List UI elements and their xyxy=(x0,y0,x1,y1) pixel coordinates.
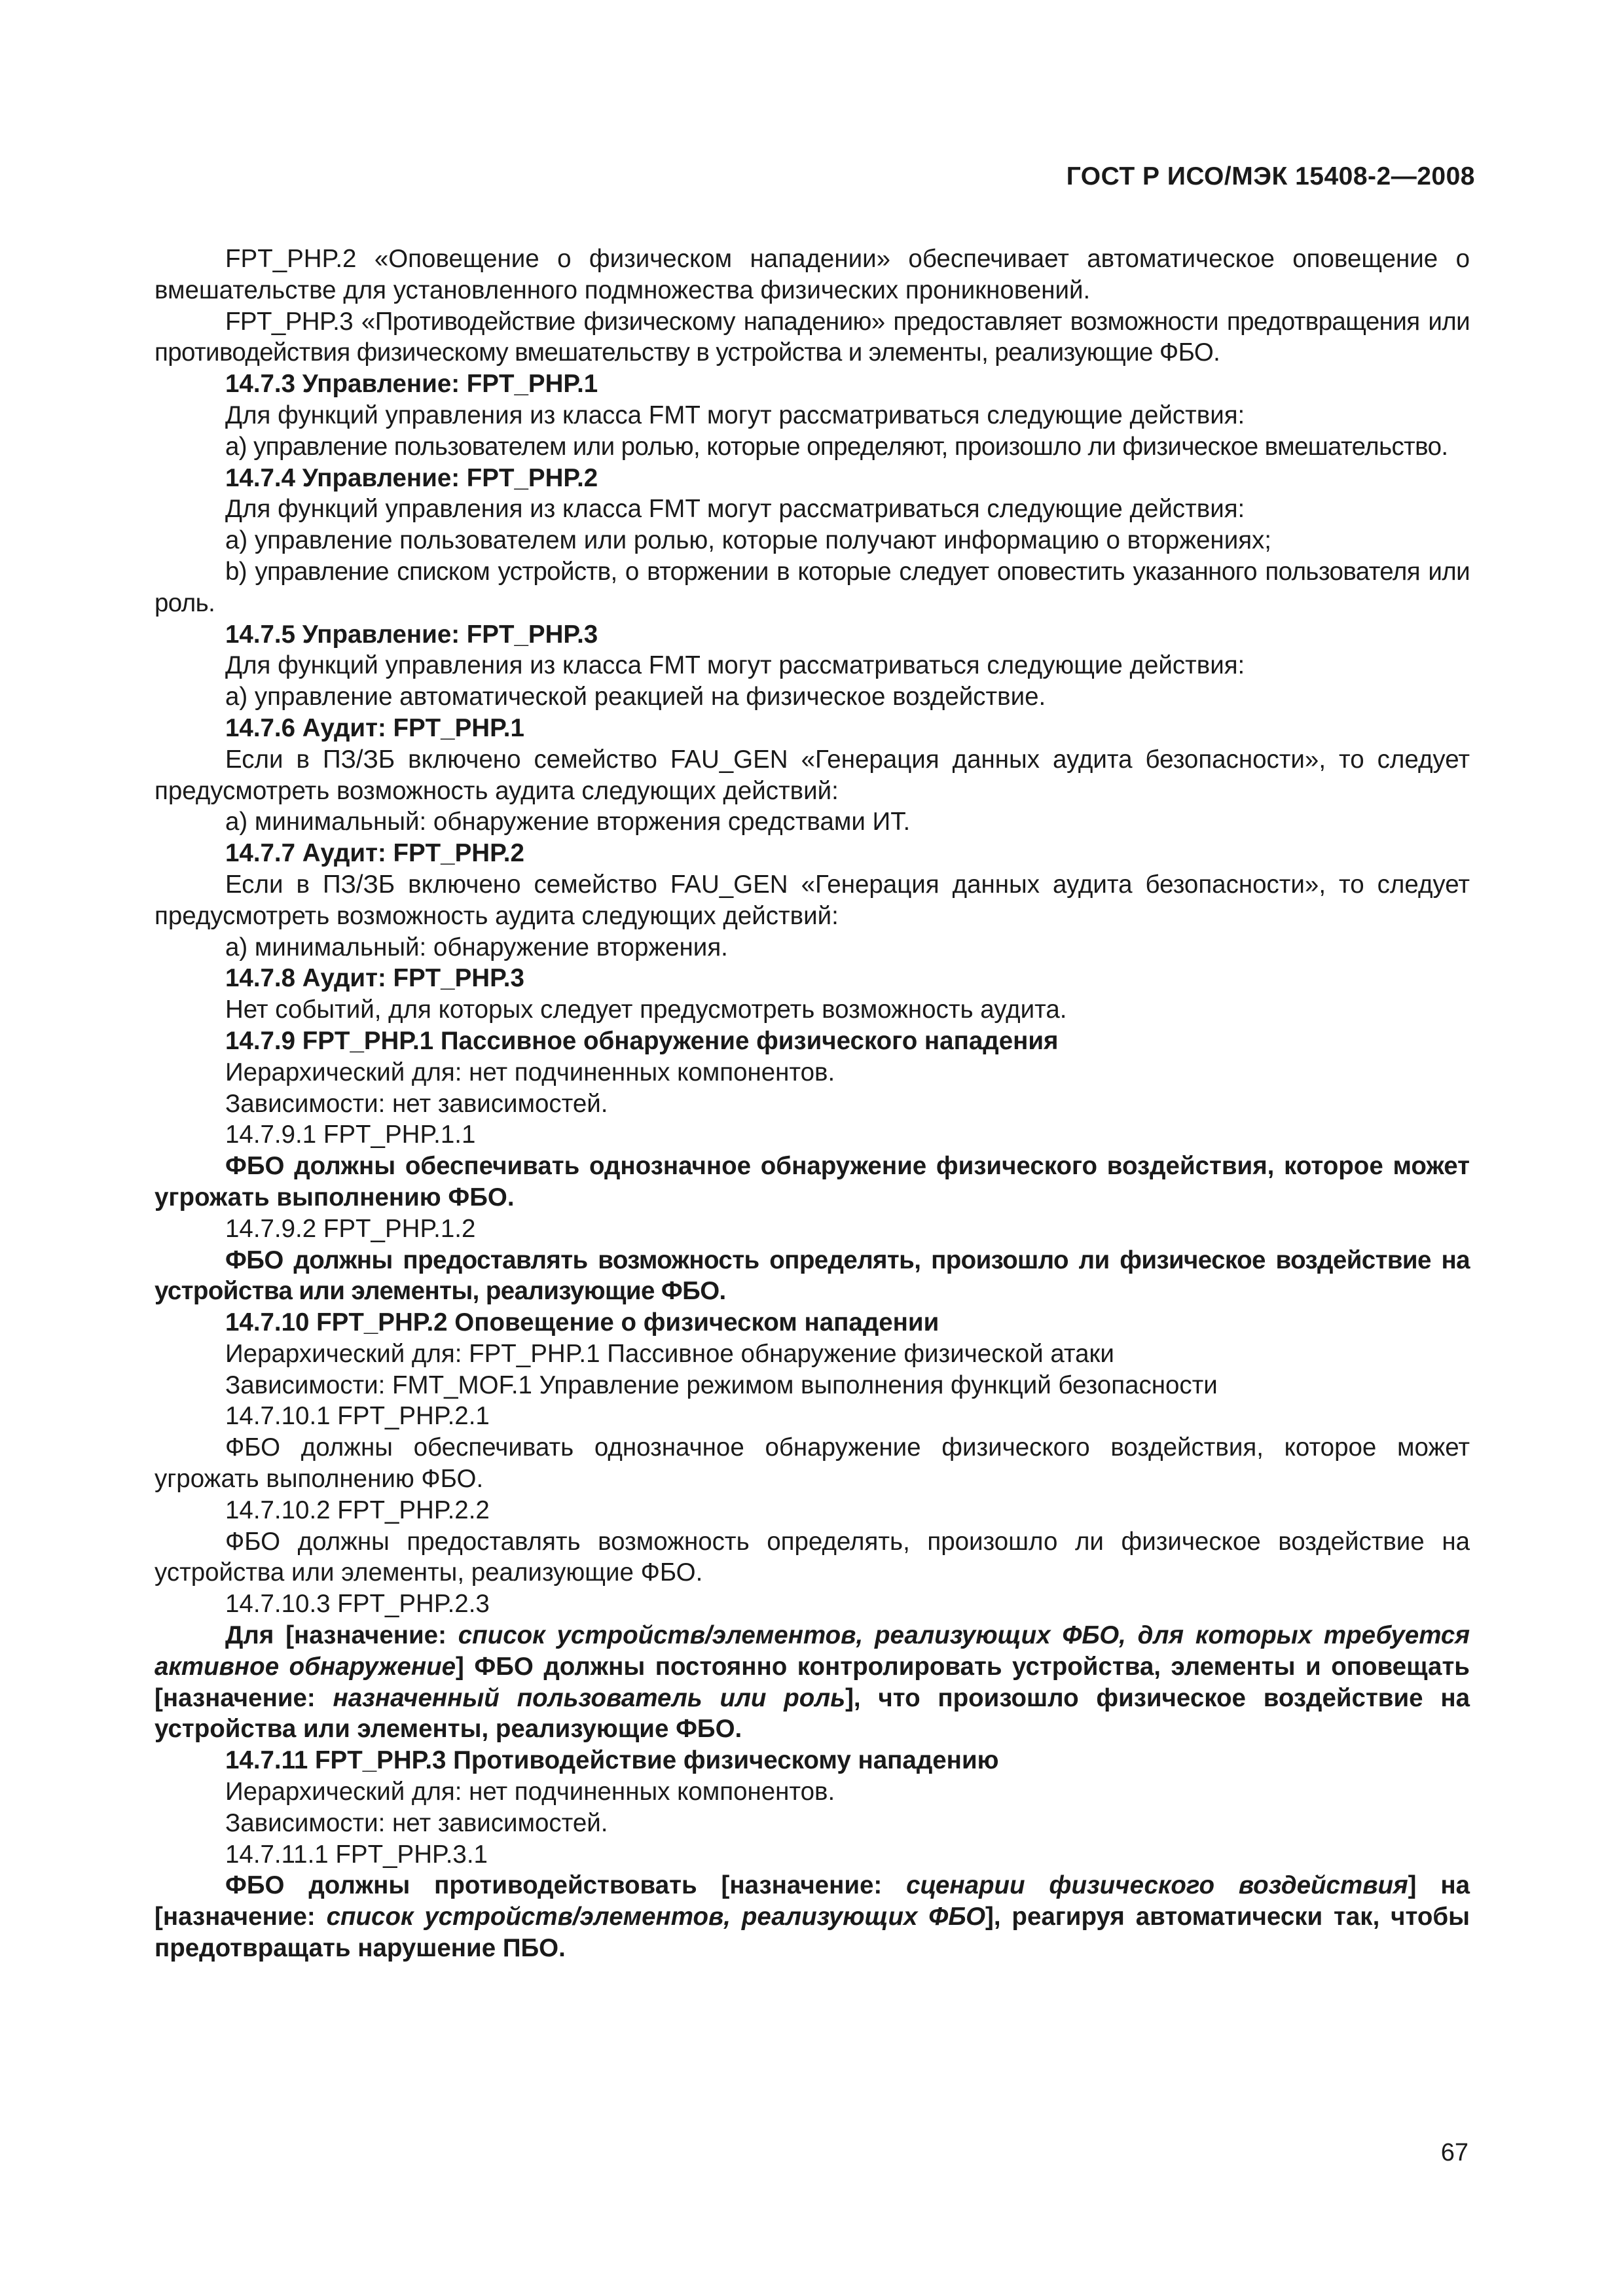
document-header: ГОСТ Р ИСО/МЭК 15408-2—2008 xyxy=(1066,162,1475,190)
paragraph: Для функций управления из класса FMT могут рассматриваться следующие действия: xyxy=(225,401,1245,429)
list-item: b) управление списком устройств, о вторжении в которые следует оповестить указанного пользователя или роль. xyxy=(155,557,1470,617)
component-id: 14.7.10.2 FPT_PHP.2.2 xyxy=(225,1496,490,1524)
list-item: а) управление пользователем или ролью, которые получают информацию о вторжениях; xyxy=(225,526,1271,555)
paragraph: FPT_PHP.2 «Оповещение о физическом нападении» обеспечивает автоматическое оповещение о вмешательстве для установленного подмножества физических проникновений. xyxy=(155,245,1470,304)
paragraph: Если в ПЗ/ЗБ включено семейство FAU_GEN «Генерация данных аудита безопасности», то следует предусмотреть возможность аудита следующих действий: xyxy=(155,870,1470,930)
paragraph: Для функций управления из класса FMT могут рассматриваться следующие действия: xyxy=(225,651,1245,680)
list-item: а) минимальный: обнаружение вторжения. xyxy=(225,933,728,961)
requirement-text: ФБО должны предоставлять возможность определять, произошло ли физическое воздействие на устройства или элементы, реализующие ФБО. xyxy=(155,1246,1470,1306)
requirement-fragment: ], что произошло физическое воздействие на устройства или элементы, реализующие ФБО. xyxy=(155,1683,1470,1744)
assignment-italic: назначенный пользователь или роль xyxy=(333,1683,846,1712)
section-heading: 14.7.11 FPT_PHP.3 Противодействие физическому нападению xyxy=(225,1746,999,1775)
paragraph: Если в ПЗ/ЗБ включено семейство FAU_GEN «Генерация данных аудита безопасности», то следует предусмотреть возможность аудита следующих действий: xyxy=(155,745,1470,805)
paragraph: Иерархический для: FPT_PHP.1 Пассивное обнаружение физической атаки xyxy=(225,1339,1114,1368)
requirement-text: ФБО должны обеспечивать однозначное обнаружение физического воздействия, которое может угрожать выполнению ФБО. xyxy=(155,1152,1470,1211)
paragraph: ФБО должны обеспечивать однозначное обнаружение физического воздействия, которое может угрожать выполнению ФБО. xyxy=(155,1433,1470,1494)
section-heading: 14.7.4 Управление: FPT_PHP.2 xyxy=(225,463,598,492)
section-heading: 14.7.3 Управление: FPT_PHP.1 xyxy=(225,370,598,399)
page-number: 67 xyxy=(1440,2139,1468,2166)
requirement-fragment: ], реагируя автоматически так, чтобы предотвращать нарушение ПБО. xyxy=(155,1903,1470,1963)
list-item: а) управление пользователем или ролью, которые определяют, произошло ли физическое вмешательство. xyxy=(225,432,1448,461)
paragraph: Для функций управления из класса FMT могут рассматриваться следующие действия: xyxy=(225,495,1245,524)
requirement-fragment: ФБО должны противодействовать [назначение: xyxy=(225,1871,907,1900)
section-heading: 14.7.7 Аудит: FPT_PHP.2 xyxy=(225,839,524,868)
component-id: 14.7.10.1 FPT_PHP.2.1 xyxy=(225,1402,490,1431)
list-item: а) минимальный: обнаружение вторжения средствами ИТ. xyxy=(225,808,911,836)
component-id: 14.7.11.1 FPT_PHP.3.1 xyxy=(225,1840,488,1869)
assignment-italic: список устройств/элементов, реализующих ФБО, для которых требуется активное обнаружение xyxy=(155,1621,1470,1681)
component-id: 14.7.9.2 FPT_PHP.1.2 xyxy=(225,1214,476,1243)
paragraph: Иерархический для: нет подчиненных компонентов. xyxy=(225,1058,835,1086)
requirement-fragment: ] ФБО должны постоянно контролировать устройства, элементы и оповещать [назначение: xyxy=(155,1652,1470,1712)
list-item: а) управление автоматической реакцией на физическое воздействие. xyxy=(225,683,1046,711)
requirement-fragment: Для [назначение: xyxy=(225,1621,458,1650)
paragraph: Нет событий, для которых следует предусмотреть возможность аудита. xyxy=(225,996,1067,1024)
paragraph: Зависимости: FMT_MOF.1 Управление режимом выполнения функций безопасности xyxy=(225,1371,1218,1399)
component-id: 14.7.10.3 FPT_PHP.2.3 xyxy=(225,1590,490,1619)
assignment-italic: сценарии физического воздействия xyxy=(906,1871,1408,1900)
section-heading: 14.7.5 Управление: FPT_PHP.3 xyxy=(225,620,598,649)
paragraph: ФБО должны предоставлять возможность определять, произошло ли физическое воздействие на устройства или элементы, реализующие ФБО. xyxy=(155,1527,1470,1587)
component-id: 14.7.9.1 FPT_PHP.1.1 xyxy=(225,1121,476,1149)
section-heading: 14.7.8 Аудит: FPT_PHP.3 xyxy=(225,964,524,993)
section-heading: 14.7.9 FPT_PHP.1 Пассивное обнаружение физического нападения xyxy=(225,1026,1059,1055)
requirement-fragment: ] на [назначение: xyxy=(155,1871,1470,1931)
document-body xyxy=(155,243,1470,1964)
section-heading: 14.7.10 FPT_PHP.2 Оповещение о физическом нападении xyxy=(225,1308,939,1337)
requirement-text xyxy=(155,1620,1470,1745)
paragraph: Иерархический для: нет подчиненных компонентов. xyxy=(225,1778,835,1806)
assignment-italic: список устройств/элементов, реализующих ФБО xyxy=(326,1903,986,1931)
paragraph: FPT_PHP.3 «Противодействие физическому нападению» предоставляет возможности предотвращения или противодействия физическому вмешательству в устройства и элементы, реализующие ФБО. xyxy=(155,307,1470,367)
requirement-text xyxy=(155,1870,1470,1964)
section-heading: 14.7.6 Аудит: FPT_PHP.1 xyxy=(225,713,524,742)
paragraph: Зависимости: нет зависимостей. xyxy=(225,1089,608,1118)
paragraph: Зависимости: нет зависимостей. xyxy=(225,1808,608,1837)
